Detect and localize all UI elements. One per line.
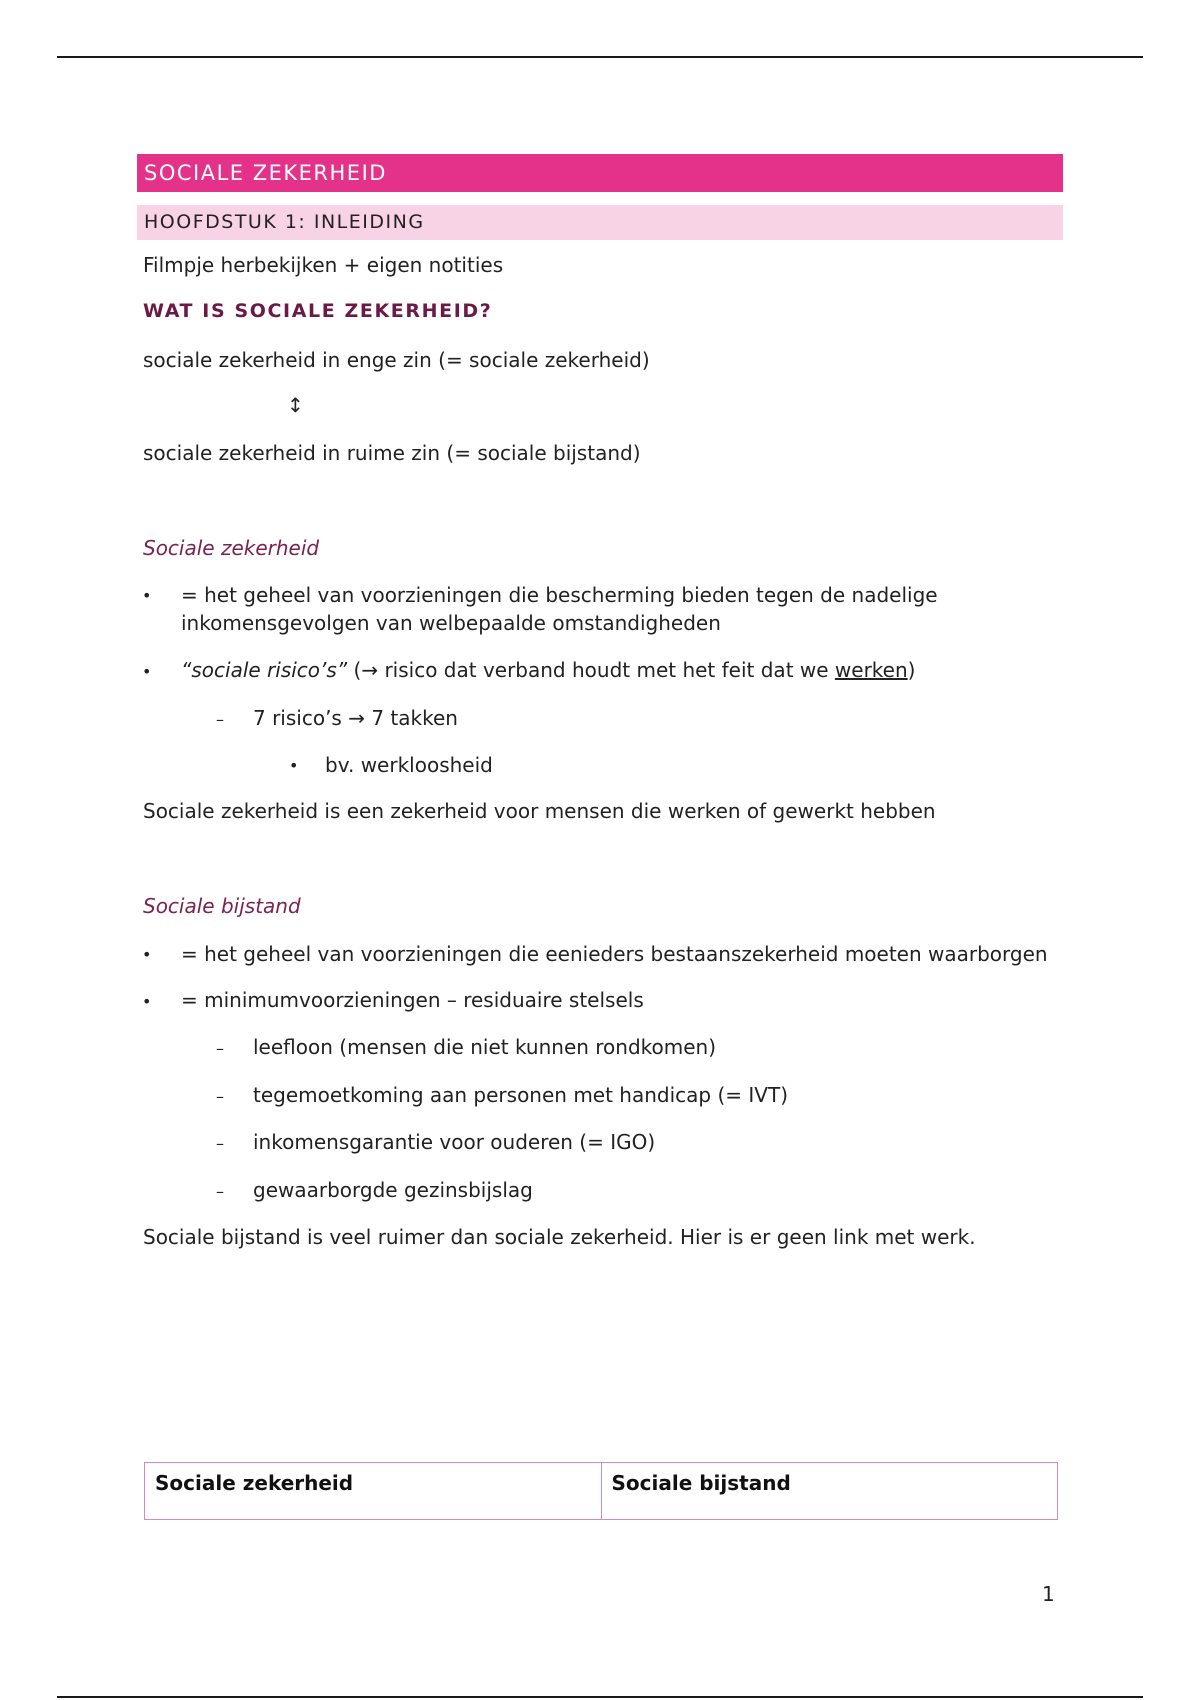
bullet-icon: • (289, 756, 299, 775)
dash-icon: – (216, 1039, 224, 1058)
dash-icon: – (216, 710, 224, 729)
sz-bullet1-line2: inkomensgevolgen van welbepaalde omstandigheden (181, 611, 721, 635)
sz-bullet1-line1: = het geheel van voorzieningen die bescherming bieden tegen de nadelige (181, 583, 938, 607)
sb-item: tegemoetkoming aan personen met handicap (= IVT) (253, 1083, 788, 1107)
sb-item: inkomensgarantie voor ouderen (= IGO) (253, 1130, 656, 1154)
bullet-icon: • (142, 662, 152, 681)
document-title: SOCIALE ZEKERHEID (137, 154, 1063, 192)
sz-bullet2-underlined: werken (834, 658, 908, 682)
sb-item: leefloon (mensen die niet kunnen rondkomen) (253, 1035, 717, 1059)
dash-icon: – (216, 1087, 224, 1106)
header-rule (57, 56, 1143, 58)
comparison-table (144, 1462, 1058, 1520)
sz-subheading: Sociale zekerheid (143, 536, 320, 560)
sb-bullet2: = minimumvoorzieningen – residuaire stelsels (181, 988, 644, 1012)
section-heading: WAT IS SOCIALE ZEKERHEID? (143, 300, 493, 322)
table-header-cell: Sociale zekerheid (145, 1463, 602, 1520)
broad-definition-line: sociale zekerheid in ruime zin (= sociale bijstand) (143, 441, 641, 465)
sz-conclusion: Sociale zekerheid is een zekerheid voor mensen die werken of gewerkt hebben (143, 799, 936, 823)
bullet-icon: • (142, 586, 152, 605)
bullet-icon: • (142, 992, 152, 1011)
sz-bullet2-mid: (→ risico dat verband houdt met het feit dat we (347, 658, 835, 682)
sz-bullet2 (181, 658, 915, 682)
sz-sub-bullet: bv. werkloosheid (325, 753, 493, 777)
table-row (145, 1463, 1058, 1520)
dash-icon: – (216, 1182, 224, 1201)
table-header-cell: Sociale bijstand (601, 1463, 1058, 1520)
sz-bullet2-quote: “sociale risico’s” (181, 658, 348, 682)
sb-item: gewaarborgde gezinsbijslag (253, 1178, 533, 1202)
sb-conclusion: Sociale bijstand is veel ruimer dan sociale zekerheid. Hier is er geen link met werk. (143, 1225, 976, 1249)
up-down-arrow-icon: ↕ (287, 393, 304, 417)
sz-bullet2-end: ) (907, 658, 916, 682)
intro-note: Filmpje herbekijken + eigen notities (143, 253, 504, 277)
bullet-icon: • (142, 945, 152, 964)
sz-sub-dash: 7 risico’s → 7 takken (253, 706, 458, 730)
page-number: 1 (1042, 1582, 1055, 1606)
sb-subheading: Sociale bijstand (143, 894, 301, 918)
sb-bullet1: = het geheel van voorzieningen die eenieders bestaanszekerheid moeten waarborgen (181, 942, 1048, 966)
narrow-definition-line: sociale zekerheid in enge zin (= sociale zekerheid) (143, 348, 650, 372)
footer-rule (57, 1696, 1143, 1698)
chapter-heading: HOOFDSTUK 1: INLEIDING (137, 205, 1063, 240)
dash-icon: – (216, 1134, 224, 1153)
